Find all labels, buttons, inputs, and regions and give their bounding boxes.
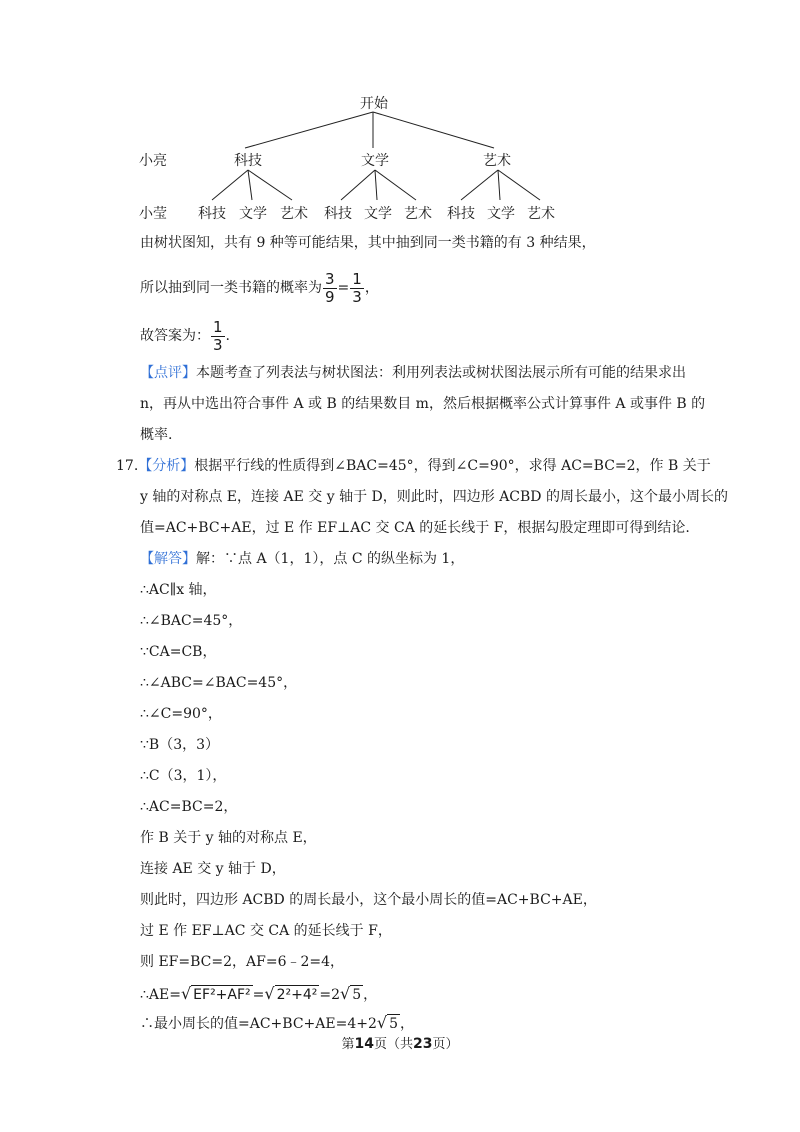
branch-c-1 <box>461 170 498 200</box>
analysis-line-3: 值=AC+BC+AE，过 E 作 EF⊥AC 交 CA 的延长线于 F，根据勾股定理即可得到结论. <box>140 520 690 536</box>
answer-line-1 <box>140 549 464 569</box>
branch-b-3 <box>375 170 416 200</box>
footer-text: 第 <box>341 1037 355 1052</box>
tree-lines <box>0 0 800 230</box>
review-line-3: 概率. <box>140 427 173 443</box>
radicand: 5 <box>389 1016 399 1032</box>
branch-b-1 <box>341 170 375 200</box>
step-line: ∴AC∥x 轴， <box>140 582 217 598</box>
text-span: ， <box>400 1016 415 1032</box>
fraction <box>211 319 225 354</box>
text-span: ∴最小周长的值=AC+BC+AE=4+2 <box>140 1016 377 1032</box>
tree-diagram <box>0 0 800 230</box>
text-span: = <box>252 987 265 1003</box>
level2-node: 科技 <box>324 206 352 222</box>
branch-c-3 <box>498 170 540 200</box>
footer-text: 页） <box>432 1037 459 1052</box>
analysis-line-2: y 轴的对称点 E，连接 AE 交 y 轴于 D，则此时，四边形 ACBD 的周长最小，这个最小周长的 <box>140 489 728 505</box>
step-line: 则此时，四边形 ACBD 的周长最小，这个最小周长的值=AC+BC+AE， <box>140 892 597 908</box>
analysis-line-1 <box>116 456 711 476</box>
text-span: 本题考查了列表法与树状图法：利用列表法或树状图法展示所有可能的结果求出 <box>196 365 686 381</box>
step-line: ∵B（3，3） <box>140 737 220 753</box>
text-span: 所以抽到同一类书籍的概率为 <box>140 280 322 296</box>
text-span: . <box>225 328 230 344</box>
page-number: 14 <box>354 1036 374 1052</box>
text-line: 由树状图知，共有 9 种等可能结果，其中抽到同一类书籍的有 3 种结果， <box>140 235 596 251</box>
footer-text: 页（共 <box>373 1037 413 1052</box>
branch-c-2 <box>498 170 500 200</box>
radical-sign: √ <box>264 984 275 1003</box>
tree-root: 开始 <box>360 96 388 112</box>
text-span: 解：∵点 A（1，1），点 C 的纵坐标为 1， <box>196 551 465 567</box>
question-number: 17. <box>116 458 139 474</box>
branch-b-2 <box>375 170 377 200</box>
level2-node: 科技 <box>198 206 226 222</box>
fraction-numerator: 3 <box>325 269 335 288</box>
radicand: 5 <box>352 987 362 1003</box>
level2-node: 文学 <box>364 206 392 222</box>
fraction-numerator: 1 <box>352 269 362 288</box>
level1-node: 科技 <box>234 153 262 169</box>
level2-node: 艺术 <box>280 206 308 222</box>
review-line-2: n，再从中选出符合事件 A 或 B 的结果数目 m，然后根据概率公式计算事件 A 或事件 B 的 <box>140 396 706 412</box>
level2-node: 艺术 <box>527 206 555 222</box>
step-line: ∴∠ABC=∠BAC=45°， <box>140 675 298 691</box>
page-total: 23 <box>413 1036 433 1052</box>
fraction <box>323 271 337 306</box>
fraction-numerator: 1 <box>213 317 223 336</box>
radical-sign: √ <box>180 984 192 1003</box>
step-line: ∴AC=BC=2， <box>140 799 238 815</box>
radicand: 2²+4² <box>276 987 318 1003</box>
row-label-xiaoliang: 小亮 <box>139 153 167 169</box>
level2-node: 艺术 <box>404 206 432 222</box>
text-span: 根据平行线的性质得到∠BAC=45°，得到∠C=90°，求得 AC=BC=2，作 B 关于 <box>194 458 711 474</box>
level1-node: 文学 <box>361 153 389 169</box>
text-span: =2 <box>319 987 341 1003</box>
branch-root-3 <box>373 112 494 148</box>
radicand: EF²+AF² <box>193 987 251 1003</box>
step-line: 连接 AE 交 y 轴于 D， <box>140 861 286 877</box>
text-span: ， <box>364 280 379 296</box>
branch-a-3 <box>248 170 292 200</box>
step-line: ∴C（3，1）， <box>140 768 227 784</box>
fraction-denominator: 9 <box>325 287 335 306</box>
level2-node: 科技 <box>447 206 475 222</box>
branch-root-1 <box>245 112 373 148</box>
radical-sign: √ <box>376 1013 388 1032</box>
text-span: ， <box>363 987 378 1003</box>
probability-line <box>140 270 379 306</box>
analysis-tag: 【分析】 <box>138 458 195 474</box>
page-footer <box>0 1033 800 1052</box>
level2-node: 文学 <box>487 206 515 222</box>
step-line: ∴∠C=90°， <box>140 706 222 722</box>
branch-a-2 <box>248 170 252 200</box>
text-span: = <box>337 280 350 296</box>
step-line: 则 EF=BC=2，AF=6﹣2=4， <box>140 954 345 970</box>
step-line: ∵CA=CB， <box>140 644 217 660</box>
review-line-1 <box>140 363 686 383</box>
fraction <box>350 271 364 306</box>
text-span: ∴AE= <box>140 987 181 1003</box>
step-line: 作 B 关于 y 轴的对称点 E， <box>140 830 317 846</box>
radical-sign: √ <box>340 984 351 1003</box>
step-line: 过 E 作 EF⊥AC 交 CA 的延长线于 F， <box>140 923 392 939</box>
step-line: ∴∠BAC=45°， <box>140 613 243 629</box>
level1-node: 艺术 <box>483 153 511 169</box>
sqrt-line <box>140 981 377 1008</box>
branch-a-1 <box>212 170 248 200</box>
row-label-xiaoying: 小莹 <box>139 206 167 222</box>
fraction-denominator: 3 <box>213 335 223 354</box>
text-span: 故答案为： <box>140 328 210 344</box>
fraction-denominator: 3 <box>352 287 362 306</box>
level2-node: 文学 <box>239 206 267 222</box>
answer-tag: 【解答】 <box>140 551 196 567</box>
review-tag: 【点评】 <box>140 365 196 381</box>
answer-line <box>140 318 230 354</box>
